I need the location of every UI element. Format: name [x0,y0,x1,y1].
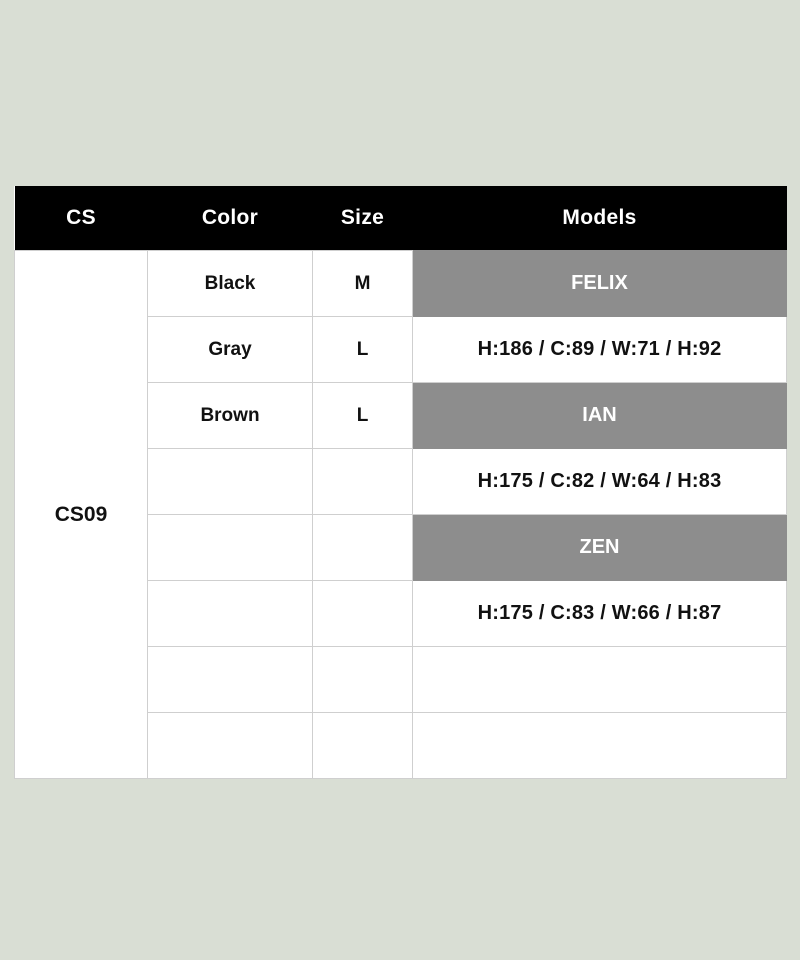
model-name-cell: ZEN [413,515,787,581]
size-cell [313,647,413,713]
column-header-models: Models [413,186,787,251]
cs-code-cell: CS09 [15,251,148,779]
size-cell [313,713,413,779]
table-row [15,251,787,317]
size-cell [313,449,413,515]
column-header-color: Color [148,186,313,251]
color-cell: Brown [148,383,313,449]
size-cell [313,581,413,647]
color-cell [148,647,313,713]
model-cell [413,713,787,779]
color-cell [148,713,313,779]
table-header [15,186,787,251]
model-measurements-cell: H:175 / C:82 / W:64 / H:83 [413,449,787,515]
table-body [15,251,787,779]
spec-table-container [14,186,786,779]
column-header-size: Size [313,186,413,251]
column-header-cs: CS [15,186,148,251]
color-cell [148,515,313,581]
model-measurements-cell: H:186 / C:89 / W:71 / H:92 [413,317,787,383]
color-cell [148,581,313,647]
size-cell: L [313,317,413,383]
spec-table [14,186,787,779]
size-cell: L [313,383,413,449]
model-name-cell: FELIX [413,251,787,317]
header-row [15,186,787,251]
model-cell [413,647,787,713]
size-cell [313,515,413,581]
color-cell [148,449,313,515]
color-cell: Black [148,251,313,317]
model-name-cell: IAN [413,383,787,449]
color-cell: Gray [148,317,313,383]
size-cell: M [313,251,413,317]
model-measurements-cell: H:175 / C:83 / W:66 / H:87 [413,581,787,647]
